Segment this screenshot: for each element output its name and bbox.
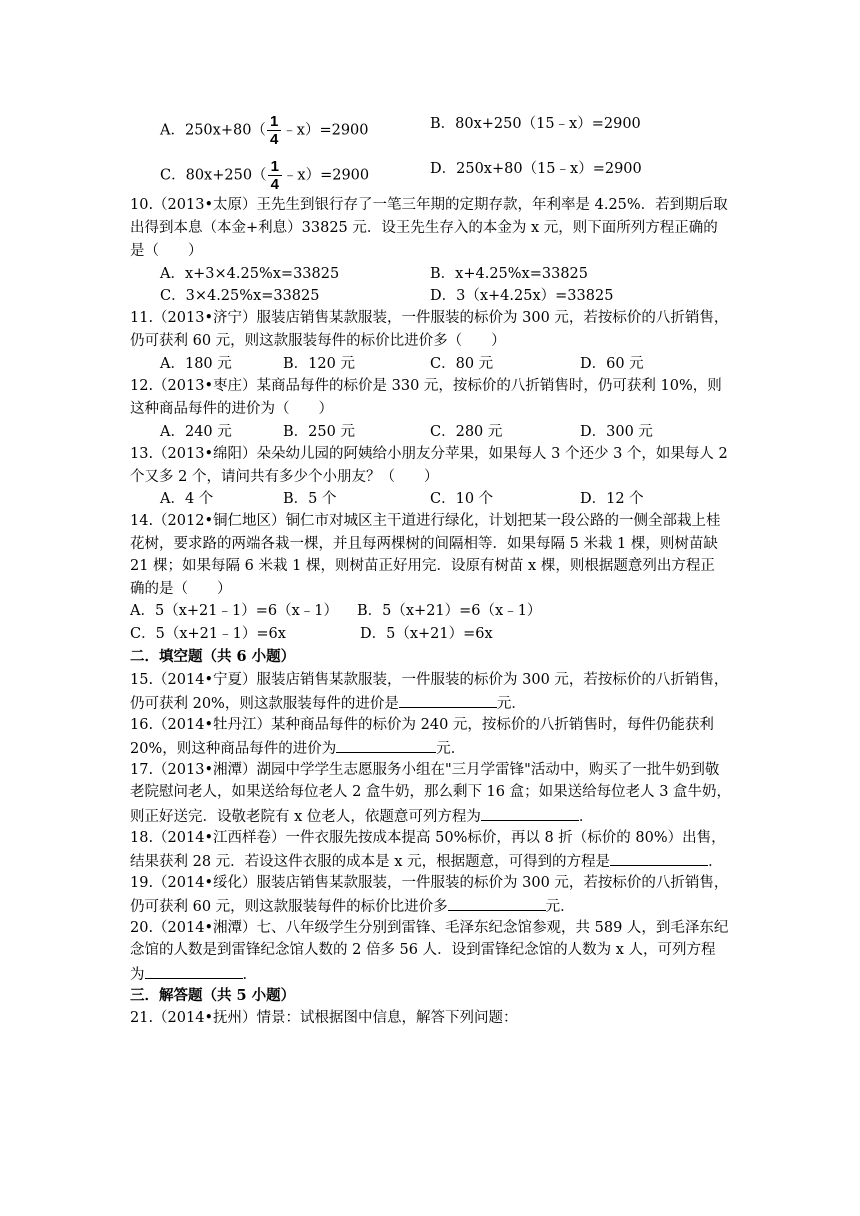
q17-line-3: 则正好送完．设敬老院有 x 位老人，依题意可列方程为 ． [130,805,593,827]
q20-line-1: 20.（2014•湘潭）七、八年级学生分别到雷锋、毛泽东纪念馆参观，共 589 人，到毛泽东纪 [130,920,729,936]
q14-option-b: B．5（x+21）=6（x﹣1） [357,603,542,619]
q14-line-1: 14.（2012•铜仁地区）铜仁市对城区主干道进行绿化，计划把某一段公路的一侧全部栽上桂 [130,513,721,529]
q20-line-2: 念馆的人数是到雷锋纪念馆人数的 2 倍多 56 人．设到雷锋纪念馆的人数为 x 人，可列方程 [130,942,716,958]
q9-option-b: B．80x+250（15﹣x）=2900 [430,116,641,132]
q19-line-2: 仍可获利 60 元，则这款服装每件的标价比进价多 元． [130,895,575,917]
q14-line-2: 花树，要求路的两端各栽一棵，并且每两棵树的间隔相等．如果每隔 5 米栽 1 棵，则树苗缺 [130,536,718,552]
fraction-one-quarter: $\frac{1}{4}$ [268,159,282,192]
section-answer-heading: 三．解答题（共 5 小题） [130,987,296,1004]
q10-line-1: 10.（2013•太原）王先生到银行存了一笔三年期的定期存款，年利率是 4.25%．若到期后取 [130,197,728,213]
q13-option-a: A．4 个 [160,491,214,507]
q17-line-2: 老院慰问老人，如果送给每位老人 2 盒牛奶，那么剩下 16 盒；如果送给每位老人 3 盒牛奶， [130,784,732,800]
q13-line-2: 个又多 2 个，请问共有多少个小朋友？（ ） [130,469,439,485]
q18-line-1: 18.（2014•江西样卷）一件衣服先按成本提高 50%标价，再以 8 折（标价的 80%）出售， [130,830,726,846]
q10-option-d: D．3（x+4.25x）=33825 [430,288,614,304]
q14-line-3: 21 棵；如果每隔 6 米栽 1 棵，则树苗正好用完．设原有树苗 x 棵，则根据题意列出方程正 [130,558,715,574]
q10-option-a: A．x+3×4.25%x=33825 [160,266,340,282]
q13-option-b: B．5 个 [283,491,337,507]
q21-line-1: 21.（2014•抚州）情景：试根据图中信息，解答下列问题： [130,1010,518,1026]
q12-option-c: C．280 元 [430,424,503,440]
q9-option-d: D．250x+80（15﹣x）=2900 [430,161,642,177]
q12-option-d: D．300 元 [580,424,653,440]
q11-option-c: C．80 元 [430,356,494,372]
q16-line-1: 16.（2014•牡丹江）某种商品每件的标价为 240 元，按标价的八折销售时，每件仍能获利 [130,717,714,733]
q14-option-d: D．5（x+21）=6x [360,626,493,642]
q9-option-a: A．250x+80（ $\frac{1}{4}$ ﹣x）=2900 [160,113,369,148]
q11-option-a: A．180 元 [160,356,232,372]
answer-blank[interactable] [481,805,579,821]
fraction-one-quarter: $\frac{1}{4}$ [267,114,281,147]
q13-option-c: C．10 个 [430,491,494,507]
q9-option-c: C．80x+250（ $\frac{1}{4}$ ﹣x）=2900 [160,158,370,193]
q12-line-1: 12.（2013•枣庄）某商品每件的标价是 330 元，按标价的八折销售时，仍可获利 10%，则 [130,378,722,394]
q10-line-2: 出得到本息（本金+利息）33825 元．设王先生存入的本金为 x 元，则下面所列方程正确的 [130,220,718,236]
q14-line-4: 确的是（ ） [130,581,232,597]
q13-line-1: 13.（2013•绵阳）朵朵幼儿园的阿姨给小朋友分苹果，如果每人 3 个还少 3 个，如果每人 2 [130,446,728,462]
q19-line-1: 19.（2014•绥化）服装店销售某款服装，一件服装的标价为 300 元，若按标价的八折销售， [130,875,729,891]
answer-blank[interactable] [610,850,708,866]
q10-option-c: C．3×4.25%x=33825 [160,288,320,304]
q14-option-c: C．5（x+21﹣1）=6x [130,626,286,642]
answer-blank[interactable] [399,692,497,708]
q18-line-2: 结果获利 28 元．若设这件衣服的成本是 x 元，根据题意，可得到的方程是 ． [130,850,723,872]
q17-line-1: 17.（2013•湘潭）湖园中学学生志愿服务小组在"三月学雷锋"活动中，购买了一批牛奶到敬 [130,762,720,778]
q11-line-2: 仍可获利 60 元，则这款服装每件的标价比进价多（ ） [130,333,506,349]
q10-option-b: B．x+4.25%x=33825 [430,266,588,282]
q15-line-2: 仍可获利 20%，则这款服装每件的进价是 元． [130,692,526,714]
q20-line-3: 为 ． [130,963,257,985]
q11-option-d: D．60 元 [580,356,644,372]
section-fill-in-heading: 二．填空题（共 6 小题） [130,648,296,665]
q16-line-2: 20%，则这种商品每件的进价为 元． [130,737,465,759]
q11-option-b: B．120 元 [283,356,355,372]
q11-line-1: 11.（2013•济宁）服装店销售某款服装，一件服装的标价为 300 元，若按标价的八折销售， [130,310,729,326]
q10-line-3: 是（ ） [130,243,203,259]
answer-blank[interactable] [145,963,243,979]
q15-line-1: 15.（2014•宁夏）服装店销售某款服装，一件服装的标价为 300 元，若按标价的八折销售， [130,672,729,688]
q12-option-b: B．250 元 [283,424,355,440]
q12-option-a: A．240 元 [160,424,232,440]
q13-option-d: D．12 个 [580,491,644,507]
q14-option-a: A．5（x+21﹣1）=6（x﹣1） [130,603,338,619]
q12-line-2: 这种商品每件的进价为（ ） [130,401,333,417]
answer-blank[interactable] [336,737,436,753]
answer-blank[interactable] [448,895,546,911]
